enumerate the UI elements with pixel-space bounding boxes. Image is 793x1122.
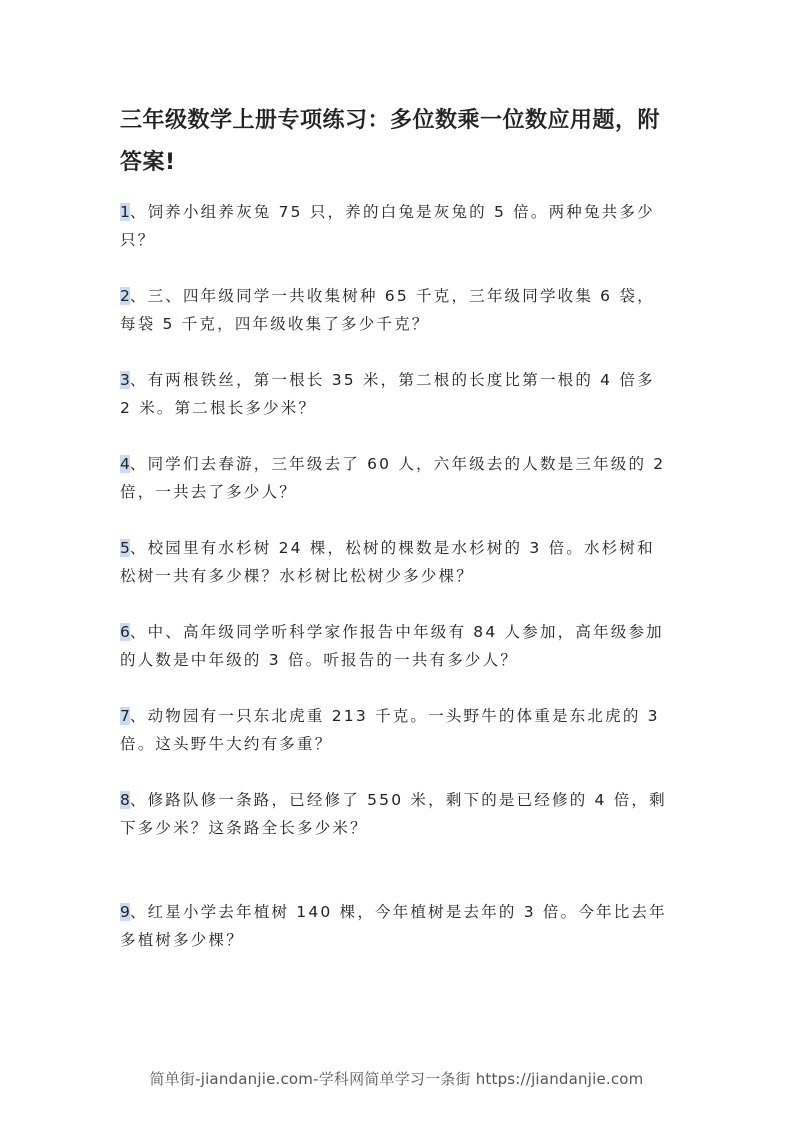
question-text: 、三、四年级同学一共收集树种 65 千克，三年级同学收集 6 袋，每袋 5 千克，四年级收集了多少千克？	[120, 287, 655, 333]
question-number: 5	[120, 539, 130, 557]
question-2	[120, 282, 668, 338]
question-6	[120, 618, 668, 674]
question-number: 8	[120, 791, 130, 809]
question-number: 1	[120, 203, 130, 221]
question-text: 、中、高年级同学听科学家作报告中年级有 84 人参加，高年级参加的人数是中年级的 3 倍。听报告的一共有多少人？	[120, 623, 664, 669]
question-1	[120, 198, 668, 254]
question-number: 2	[120, 287, 130, 305]
question-text: 、修路队修一条路，已经修了 550 米，剩下的是已经修的 4 倍，剩下多少米？这条路全长多少米？	[120, 791, 667, 837]
question-number: 4	[120, 455, 130, 473]
page-title: 三年级数学上册专项练习：多位数乘一位数应用题，附答案!	[120, 108, 661, 175]
question-4	[120, 450, 668, 506]
question-text: 、校园里有水杉树 24 棵，松树的棵数是水杉树的 3 倍。水杉树和松树一共有多少棵？水杉树比松树少多少棵？	[120, 539, 655, 585]
question-number: 6	[120, 623, 130, 641]
question-text: 、红星小学去年植树 140 棵，今年植树是去年的 3 倍。今年比去年多植树多少棵？	[120, 903, 667, 949]
question-text: 、饲养小组养灰兔 75 只，养的白兔是灰兔的 5 倍。两种兔共多少只？	[120, 203, 655, 249]
page-footer: 简单街-jiandanjie.com-学科网简单学习一条街 https://jiandanjie.com	[149, 1070, 644, 1088]
question-number: 3	[120, 371, 130, 389]
question-5	[120, 534, 668, 590]
question-text: 、动物园有一只东北虎重 213 千克。一头野牛的体重是东北虎的 3 倍。这头野牛大约有多重？	[120, 707, 660, 753]
question-7	[120, 702, 668, 758]
question-text: 、有两根铁丝，第一根长 35 米，第二根的长度比第一根的 4 倍多 2 米。第二根长多少米？	[120, 371, 655, 417]
question-number: 9	[120, 903, 130, 921]
question-text: 、同学们去春游，三年级去了 60 人，六年级去的人数是三年级的 2 倍，一共去了多少人？	[120, 455, 666, 501]
question-number: 7	[120, 707, 130, 725]
question-3	[120, 366, 668, 422]
question-9	[120, 898, 668, 954]
question-8	[120, 786, 668, 842]
